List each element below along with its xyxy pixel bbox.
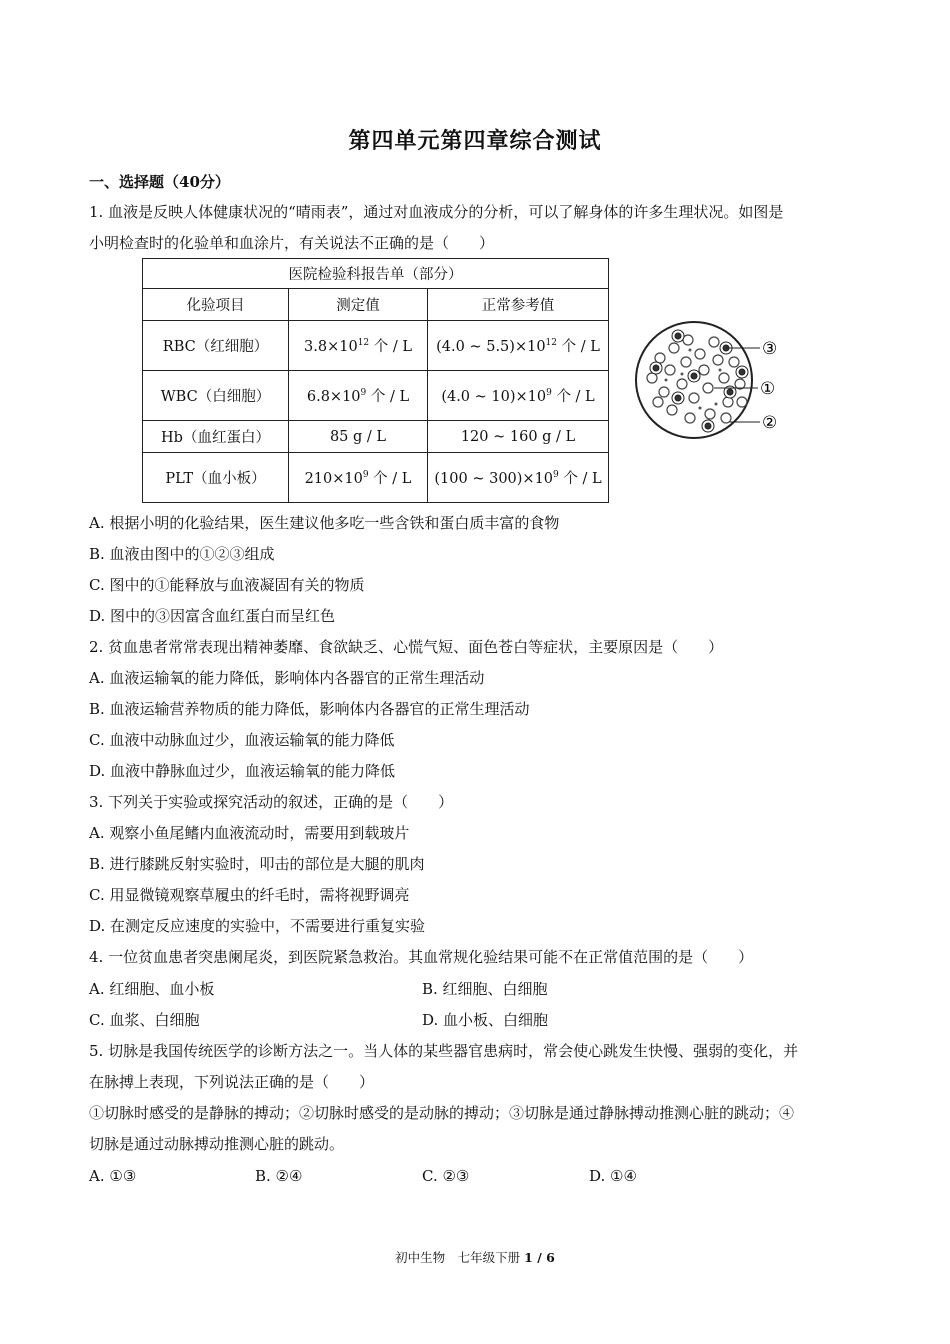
reference-cell: (4.0 ~ $5.5)\times 10^{12}$ 个 / L bbox=[428, 321, 609, 371]
value-cell: $210\times 10^9$ 个 / L bbox=[289, 453, 428, 503]
header-value: 测定值 bbox=[289, 289, 428, 321]
q5-body-line2: 切脉是通过动脉搏动推测心脏的跳动。 bbox=[89, 1135, 345, 1153]
blood-smear-figure bbox=[630, 318, 790, 443]
q3-option-c: C. 用显微镜观察草履虫的纤毛时，需将视野调亮 bbox=[89, 886, 410, 904]
reference-cell: (100 ~ $300)\times 10^9$ 个 / L bbox=[428, 453, 609, 503]
q4-option-b: B. 红细胞、白细胞 bbox=[422, 980, 548, 998]
item-cell: Hb（血红蛋白） bbox=[143, 421, 289, 453]
q5-option-c: C. ②③ bbox=[422, 1167, 470, 1185]
q2-option-c: C. 血液中动脉血过少，血液运输氧的能力降低 bbox=[89, 731, 395, 749]
table-caption: 医院检验科报告单（部分） bbox=[143, 259, 609, 289]
q5-option-b: B. ②④ bbox=[255, 1167, 303, 1185]
header-reference: 正常参考值 bbox=[428, 289, 609, 321]
item-cell: RBC（红细胞） bbox=[143, 321, 289, 371]
figure-label-1: ① bbox=[760, 379, 776, 399]
q1-option-d: D. 图中的③因富含血红蛋白而呈红色 bbox=[89, 607, 336, 625]
item-cell: WBC（白细胞） bbox=[143, 371, 289, 421]
table-row bbox=[143, 421, 609, 453]
q4-option-c: C. 血浆、白细胞 bbox=[89, 1011, 200, 1029]
figure-label-3: ③ bbox=[762, 339, 778, 359]
q3-option-d: D. 在测定反应速度的实验中，不需要进行重复实验 bbox=[89, 917, 426, 935]
q1-option-a: A. 根据小明的化验结果，医生建议他多吃一些含铁和蛋白质丰富的食物 bbox=[89, 514, 560, 532]
value-cell: $3.8\times 10^{12}$ 个 / L bbox=[289, 321, 428, 371]
q1-stem-line1: 1. 血液是反映人体健康状况的“晴雨表”，通过对血液成分的分析，可以了解身体的许多生理状况。如图是 bbox=[89, 203, 784, 221]
figure-label-2: ② bbox=[762, 413, 778, 433]
q5-option-a: A. ①③ bbox=[89, 1167, 137, 1185]
q2-option-d: D. 血液中静脉血过少，血液运输氧的能力降低 bbox=[89, 762, 396, 780]
page-number: 1 / 6 bbox=[524, 1250, 555, 1265]
item-cell: PLT（血小板） bbox=[143, 453, 289, 503]
value-cell: 85 g / L bbox=[289, 421, 428, 453]
q5-body-line1: ①切脉时感受的是静脉的搏动；②切脉时感受的是动脉的搏动；③切脉是通过静脉搏动推测心脏的跳动；④ bbox=[89, 1104, 795, 1122]
q5-option-d: D. ①④ bbox=[589, 1167, 637, 1185]
q2-option-b: B. 血液运输营养物质的能力降低，影响体内各器官的正常生理活动 bbox=[89, 700, 530, 718]
q3-stem: 3. 下列关于实验或探究活动的叙述，正确的是（ ） bbox=[89, 793, 454, 811]
value-cell: $6.8\times 10^9$ 个 / L bbox=[289, 371, 428, 421]
section-heading: 一、选择题（40分） bbox=[89, 173, 230, 191]
page-footer bbox=[0, 1248, 950, 1266]
q4-option-a: A. 红细胞、血小板 bbox=[89, 980, 215, 998]
q1-option-b: B. 血液由图中的①②③组成 bbox=[89, 545, 275, 563]
q3-option-a: A. 观察小鱼尾鳍内血液流动时，需要用到载玻片 bbox=[89, 824, 410, 842]
q4-option-d: D. 血小板、白细胞 bbox=[422, 1011, 549, 1029]
q5-stem-line2: 在脉搏上表现，下列说法正确的是（ ） bbox=[89, 1073, 375, 1091]
footer-text: 初中生物 七年级下册 bbox=[395, 1250, 521, 1265]
page-title: 第四单元第四章综合测试 bbox=[348, 129, 602, 154]
q4-stem: 4. 一位贫血患者突患阑尾炎，到医院紧急救治。其血常规化验结果可能不在正常值范围的是（ ） bbox=[89, 948, 754, 966]
table-row bbox=[143, 453, 609, 503]
table-row bbox=[143, 371, 609, 421]
q2-option-a: A. 血液运输氧的能力降低，影响体内各器官的正常生理活动 bbox=[89, 669, 485, 687]
lab-report-table bbox=[142, 258, 609, 503]
reference-cell: 120 ~ 160 g / L bbox=[428, 421, 609, 453]
header-item: 化验项目 bbox=[143, 289, 289, 321]
reference-cell: (4.0 ~ $10)\times 10^9$ 个 / L bbox=[428, 371, 609, 421]
q2-stem: 2. 贫血患者常常表现出精神萎靡、食欲缺乏、心慌气短、面色苍白等症状，主要原因是（ ） bbox=[89, 638, 724, 656]
q1-stem-line2: 小明检查时的化验单和血涂片，有关说法不正确的是（ ） bbox=[89, 234, 495, 252]
q1-option-c: C. 图中的①能释放与血液凝固有关的物质 bbox=[89, 576, 365, 594]
q3-option-b: B. 进行膝跳反射实验时，叩击的部位是大腿的肌肉 bbox=[89, 855, 425, 873]
table-row bbox=[143, 321, 609, 371]
q5-stem-line1: 5. 切脉是我国传统医学的诊断方法之一。当人体的某些器官患病时，常会使心跳发生快慢、强弱的变化，并 bbox=[89, 1042, 799, 1060]
